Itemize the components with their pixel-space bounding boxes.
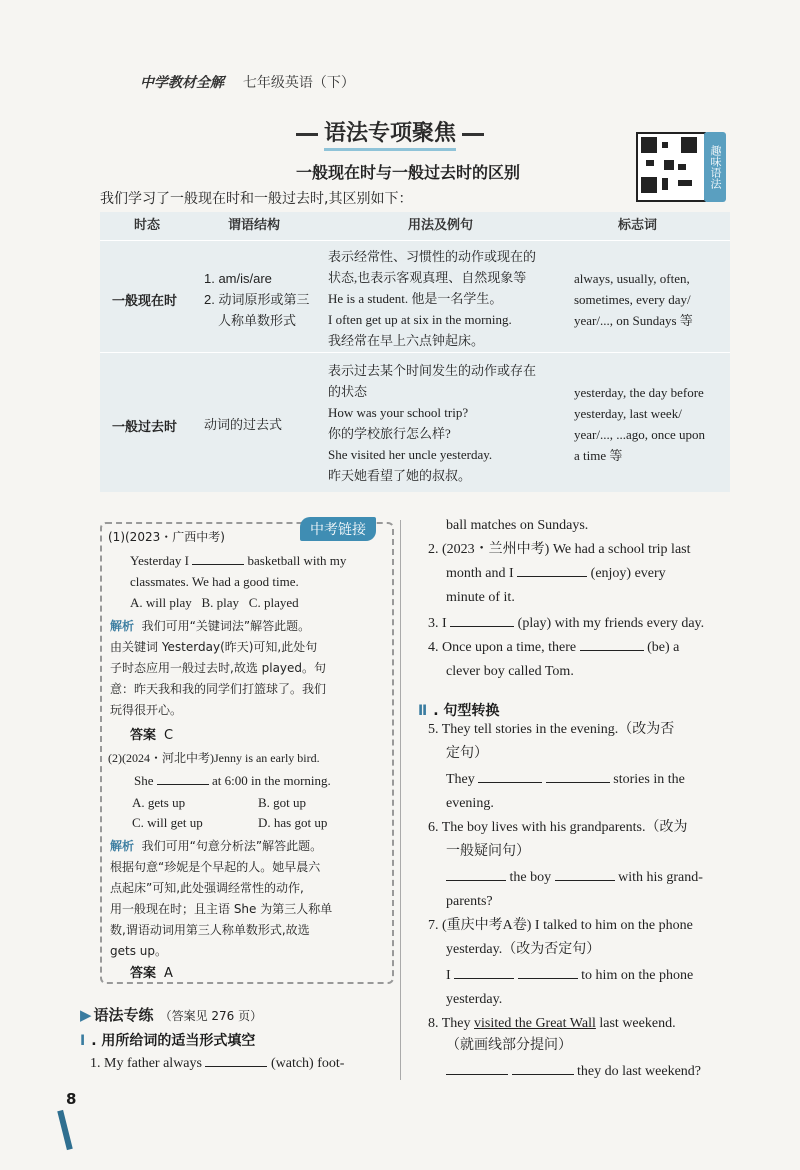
q7-text-d: to him on the phone xyxy=(581,968,694,983)
q1-stem-b: basketball with my xyxy=(247,553,347,568)
q5-text-d: stories in the xyxy=(613,772,685,787)
exam-link-tag: 中考链接 xyxy=(300,517,376,541)
present-markers xyxy=(574,268,693,331)
usage-line: I often get up at six in the morning. xyxy=(328,312,512,327)
past-structure: 动词的过去式 xyxy=(204,417,283,432)
practice-title-text: 语法专练 xyxy=(93,1006,154,1024)
usage-line: He is a student. 他是一名学生。 xyxy=(328,291,503,306)
section-title-text: 语法专项聚焦 xyxy=(324,121,456,151)
q8-text-d: they do last weekend? xyxy=(577,1064,702,1079)
part2-title: . 句型转换 xyxy=(433,703,500,719)
table-divider xyxy=(100,240,730,241)
practice-q4 xyxy=(428,636,679,660)
q2-opt-c: C. will get up xyxy=(132,815,203,830)
present-tense-label: 一般现在时 xyxy=(112,294,178,309)
analysis-line: 用一般现在时；且主语 She 为第三人称单 xyxy=(110,902,333,916)
analysis-line: gets up。 xyxy=(110,944,167,958)
marker-line: a time 等 xyxy=(574,448,623,463)
answer-value: C xyxy=(164,728,174,743)
triangle-icon: ▶ xyxy=(80,1006,92,1024)
practice-q7: 7. (重庆中考A卷) I talked to him on the phone xyxy=(428,918,693,933)
qr-label: 趣味语法 xyxy=(704,132,726,202)
book-grade: 七年级英语（下） xyxy=(242,75,355,91)
usage-line: She visited her uncle yesterday. xyxy=(328,447,493,462)
analysis-line: 玩得很开心。 xyxy=(110,703,183,717)
analysis-label: 解析 xyxy=(110,839,135,853)
q6-text-c: the boy xyxy=(509,870,552,885)
intro-text: 我们学习了一般现在时和一般过去时,其区别如下： xyxy=(100,191,413,207)
q4-text-a: 4. Once upon a time, there xyxy=(428,640,577,655)
part1-title: . 用所给词的适当形式填空 xyxy=(91,1033,256,1049)
part2-roman: Ⅱ xyxy=(418,703,428,719)
past-tense-label: 一般过去时 xyxy=(112,420,178,435)
analysis-label: 解析 xyxy=(110,619,135,633)
answer-label: 答案 xyxy=(130,966,157,981)
part1-heading xyxy=(80,1030,255,1050)
usage-line: 表示过去某个时间发生的动作或存在 xyxy=(328,363,537,378)
q2-opt-a: A. gets up xyxy=(132,795,186,810)
q3-answer-blank[interactable] xyxy=(450,614,514,627)
marker-line: year/..., on Sundays 等 xyxy=(574,313,693,328)
q1-text-a: 1. My father always xyxy=(90,1056,202,1071)
q1-options: A. will play B. play C. played xyxy=(130,595,299,610)
analysis-line: 我们可用“关键词法”解答此题。 xyxy=(141,619,311,633)
part1-roman: Ⅰ xyxy=(80,1033,86,1049)
column-divider xyxy=(400,520,401,1080)
q8-answer-blank-2[interactable] xyxy=(512,1062,574,1075)
structure-line: 2. 动词原形或第三 xyxy=(204,292,310,307)
practice-q7-line2: yesterday.（改为否定句） xyxy=(446,942,601,957)
title-dash-right xyxy=(462,133,484,136)
q2-answer xyxy=(130,962,173,981)
past-markers xyxy=(574,382,705,466)
q1-continuation: ball matches on Sundays. xyxy=(446,518,589,533)
q7-text-c: I xyxy=(446,968,451,983)
practice-q2: 2. (2023・兰州中考) We had a school trip last xyxy=(428,542,691,557)
q4-text-b: (be) a xyxy=(647,640,680,655)
q1-stem-c: classmates. We had a good time. xyxy=(130,574,299,589)
answer-label: 答案 xyxy=(130,728,157,743)
analysis-line: 子时态应用一般过去时,故选 played。句 xyxy=(110,661,327,675)
usage-line: 表示经常性、习惯性的动作或现在的 xyxy=(328,249,537,264)
q8-text-b: last weekend. xyxy=(599,1016,676,1031)
q8-underlined: visited the Great Wall xyxy=(474,1016,596,1031)
usage-line: 昨天她看望了她的叔叔。 xyxy=(328,468,472,483)
q2-opt-b: B. got up xyxy=(258,795,307,810)
q2-stem xyxy=(134,770,331,791)
q1-stem-a: Yesterday I xyxy=(130,553,189,568)
practice-q7-line4: yesterday. xyxy=(446,992,503,1007)
table-header-markers: 标志词 xyxy=(618,218,658,233)
practice-q1 xyxy=(90,1052,344,1076)
marker-line: year/..., ...ago, once upon xyxy=(574,427,706,442)
q8-answer-blank-1[interactable] xyxy=(446,1062,508,1075)
usage-line: How was your school trip? xyxy=(328,405,469,420)
structure-line: 1. am/is/are xyxy=(204,271,272,286)
q6-answer-blank-1[interactable] xyxy=(446,868,506,881)
q6-answer-blank-2[interactable] xyxy=(555,868,615,881)
practice-q5-line2: 定句） xyxy=(446,746,488,761)
practice-q5-line3 xyxy=(446,768,685,792)
practice-q6-line2: 一般疑问句） xyxy=(446,844,530,859)
page-number: 8 xyxy=(66,1090,77,1108)
q5-answer-blank-1[interactable] xyxy=(478,770,542,783)
analysis-line: 数,谓语动词用第三人称单数形式,故选 xyxy=(110,923,310,937)
q6-text-d: with his grand- xyxy=(618,870,703,885)
qr-code-icon[interactable] xyxy=(636,132,706,202)
q2-blank[interactable] xyxy=(157,772,209,785)
answer-value: A xyxy=(164,966,173,981)
q1-analysis xyxy=(110,616,385,721)
practice-q2-line2 xyxy=(446,562,666,586)
table-header-tense: 时态 xyxy=(134,218,161,233)
q7-answer-blank-2[interactable] xyxy=(518,966,578,979)
q2-analysis xyxy=(110,836,385,962)
practice-q5-line4: evening. xyxy=(446,796,494,811)
practice-q4-line2: clever boy called Tom. xyxy=(446,664,574,679)
q1-head: (1)(2023・广西中考) xyxy=(108,530,225,544)
title-dash-left xyxy=(296,133,318,136)
practice-q8 xyxy=(428,1012,676,1036)
practice-q8-line2: （就画线部分提问） xyxy=(446,1038,572,1053)
analysis-line: 由关键词 Yesterday(昨天)可知,此处句 xyxy=(110,640,318,654)
structure-line: 人称单数形式 xyxy=(218,313,297,328)
usage-line: 我经常在早上六点钟起床。 xyxy=(328,333,485,348)
q1-blank[interactable] xyxy=(192,552,244,565)
practice-q7-line3 xyxy=(446,964,693,988)
practice-q5: 5. They tell stories in the evening.（改为否 xyxy=(428,722,675,737)
marker-line: yesterday, the day before xyxy=(574,385,704,400)
q3-text-b: (play) with my friends every day. xyxy=(517,616,705,631)
q2-text-c: (enjoy) every xyxy=(590,566,666,581)
q2-stem-b: at 6:00 in the morning. xyxy=(212,773,331,788)
analysis-line: 我们可用“句意分析法”解答此题。 xyxy=(141,839,323,853)
usage-line: 状态,也表示客观真理、自然现象等 xyxy=(328,270,527,285)
section-title xyxy=(290,116,490,147)
q1-answer xyxy=(130,724,173,743)
marker-line: yesterday, last week/ xyxy=(574,406,682,421)
usage-line: 你的学校旅行怎么样? xyxy=(328,426,451,441)
past-usage xyxy=(328,360,536,486)
present-usage xyxy=(328,246,536,351)
q2-head: (2)(2024・河北中考)Jenny is an early bird. xyxy=(108,751,320,765)
q5-text-c: They xyxy=(446,772,475,787)
analysis-line: 意：昨天我和我的同学们打篮球了。我们 xyxy=(110,682,327,696)
q8-text-a: 8. They xyxy=(428,1016,471,1031)
practice-note: （答案见 276 页） xyxy=(159,1009,263,1023)
usage-line: 的状态 xyxy=(328,384,368,399)
analysis-line: 点起床”可知,此处强调经常性的动作, xyxy=(110,881,304,895)
subtitle: 一般现在时与一般过去时的区别 xyxy=(296,163,521,182)
q1-stem xyxy=(130,550,346,571)
practice-q2-line3: minute of it. xyxy=(446,590,515,605)
q1-text-b: (watch) foot- xyxy=(270,1056,345,1071)
table-header-structure: 谓语结构 xyxy=(228,218,281,233)
table-header-usage: 用法及例句 xyxy=(408,218,474,233)
q2-stem-a: She xyxy=(134,773,154,788)
book-title: 中学教材全解 xyxy=(140,75,224,91)
q5-answer-blank-2[interactable] xyxy=(546,770,610,783)
q2-opt-d: D. has got up xyxy=(258,815,328,830)
q1-answer-blank[interactable] xyxy=(205,1054,267,1067)
q2-answer-blank[interactable] xyxy=(517,564,587,577)
part2-heading xyxy=(418,700,499,720)
table-divider xyxy=(100,352,730,353)
practice-q6: 6. The boy lives with his grandparents.（改为 xyxy=(428,820,688,835)
book-spine-mark xyxy=(57,1110,72,1150)
marker-line: sometimes, every day/ xyxy=(574,292,691,307)
practice-q8-line3 xyxy=(446,1060,701,1084)
book-header xyxy=(140,72,355,92)
q2-text-b: month and I xyxy=(446,566,514,581)
practice-q6-line4: parents? xyxy=(446,894,493,909)
present-structure xyxy=(204,268,309,331)
marker-line: always, usually, often, xyxy=(574,271,690,286)
q7-answer-blank-1[interactable] xyxy=(454,966,514,979)
q4-answer-blank[interactable] xyxy=(580,638,644,651)
q3-text-a: 3. I xyxy=(428,616,447,631)
practice-q3 xyxy=(428,612,704,636)
analysis-line: 根据句意“珍妮是个早起的人。她早晨六 xyxy=(110,860,321,874)
practice-title xyxy=(80,1004,262,1025)
practice-q6-line3 xyxy=(446,866,703,890)
